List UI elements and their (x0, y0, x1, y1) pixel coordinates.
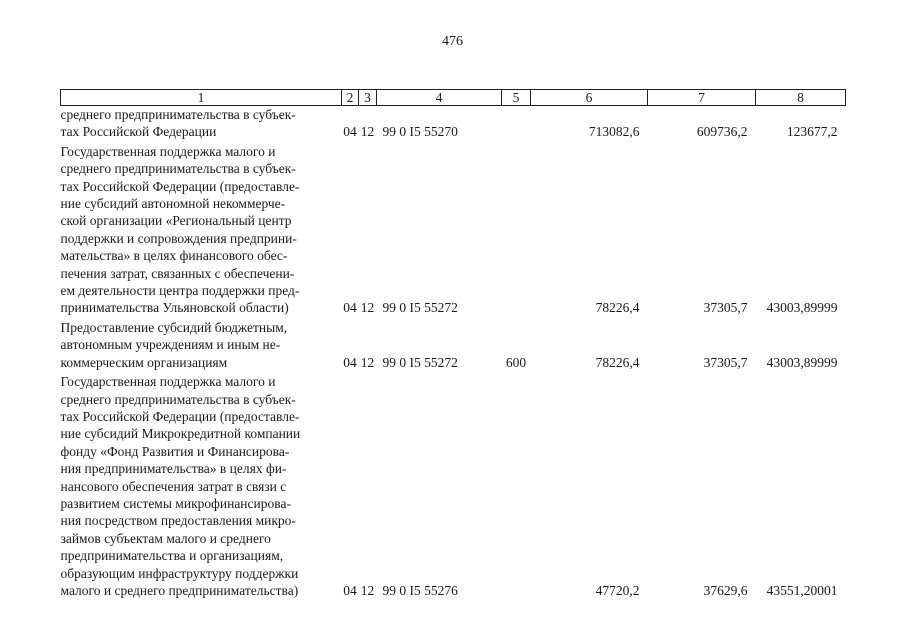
row-section-code: 04 (343, 582, 357, 598)
row-expense-type: 600 (505, 354, 527, 370)
column-header-4: 4 (377, 90, 502, 106)
page-number: 476 (442, 34, 463, 49)
row-amount-8: 43551,20001 (766, 582, 838, 598)
table-row (61, 373, 846, 601)
row-subsection-code: 12 (360, 354, 375, 370)
table-row (61, 106, 846, 143)
row-description: Государственная поддержка малого и среднего предпринимательства в субъек- тах Российской Федерации (предоставле- ние субсидий Микрокредитной компании фонду «Фонд Развития и Финансирова- ния предпринимательства» в целях фи- нансового обеспечения затрат в связи с развитием системы микрофинансирова- ния посредством предоставления микро- займов субъектам малого и среднего предпринимательства и организациям, образующим инфраструктуру поддержки малого и среднего предпринимательства) (60, 374, 301, 598)
row-description: среднего предпринимательства в субъек- тах Российской Федерации (60, 107, 296, 140)
row-section-code: 04 (343, 124, 357, 140)
column-header-6: 6 (531, 90, 648, 106)
row-section-code: 04 (343, 300, 357, 316)
row-amount-6: 78226,4 (595, 354, 640, 370)
row-target-article: 99 0 I5 55270 (382, 124, 458, 140)
table-row (61, 143, 846, 319)
column-header-8: 8 (756, 90, 846, 106)
column-header-5: 5 (502, 90, 531, 106)
row-amount-6: 713082,6 (588, 124, 640, 140)
row-expense-type (502, 143, 531, 319)
row-amount-7: 609736,2 (696, 124, 748, 140)
row-section-code: 04 (343, 354, 357, 370)
budget-table (60, 89, 846, 601)
table-row (61, 319, 846, 373)
row-amount-8: 43003,89999 (766, 354, 838, 370)
row-amount-7: 37305,7 (703, 354, 748, 370)
row-amount-7: 37629,6 (703, 582, 748, 598)
column-header-2: 2 (342, 90, 359, 106)
row-subsection-code: 12 (360, 582, 375, 598)
column-header-1: 1 (61, 90, 342, 106)
row-amount-6: 47720,2 (595, 582, 640, 598)
row-expense-type (502, 106, 531, 143)
header-row (61, 90, 846, 106)
row-description: Предоставление субсидий бюджетным, автономным учреждениям и иным не- коммерческим организациям (60, 319, 288, 370)
column-header-3: 3 (359, 90, 377, 106)
row-subsection-code: 12 (360, 300, 375, 316)
row-target-article: 99 0 I5 55272 (382, 300, 458, 316)
row-target-article: 99 0 I5 55276 (382, 582, 458, 598)
column-header-7: 7 (648, 90, 756, 106)
row-amount-8: 123677,2 (786, 124, 838, 140)
row-amount-8: 43003,89999 (766, 300, 838, 316)
row-description: Государственная поддержка малого и среднего предпринимательства в субъек- тах Российской Федерации (предоставле- ние субсидий автономной некоммерче- ской организации «Региональный центр поддержки и сопровождения предприни- мательства» в целях финансового обес- печения затрат, связанных с обеспечени- ем деятельности центра поддержки пред- принимательства Ульяновской области) (60, 143, 300, 316)
row-target-article: 99 0 I5 55272 (382, 354, 458, 370)
row-expense-type (502, 373, 531, 601)
row-amount-6: 78226,4 (595, 300, 640, 316)
row-amount-7: 37305,7 (703, 300, 748, 316)
row-subsection-code: 12 (360, 124, 375, 140)
